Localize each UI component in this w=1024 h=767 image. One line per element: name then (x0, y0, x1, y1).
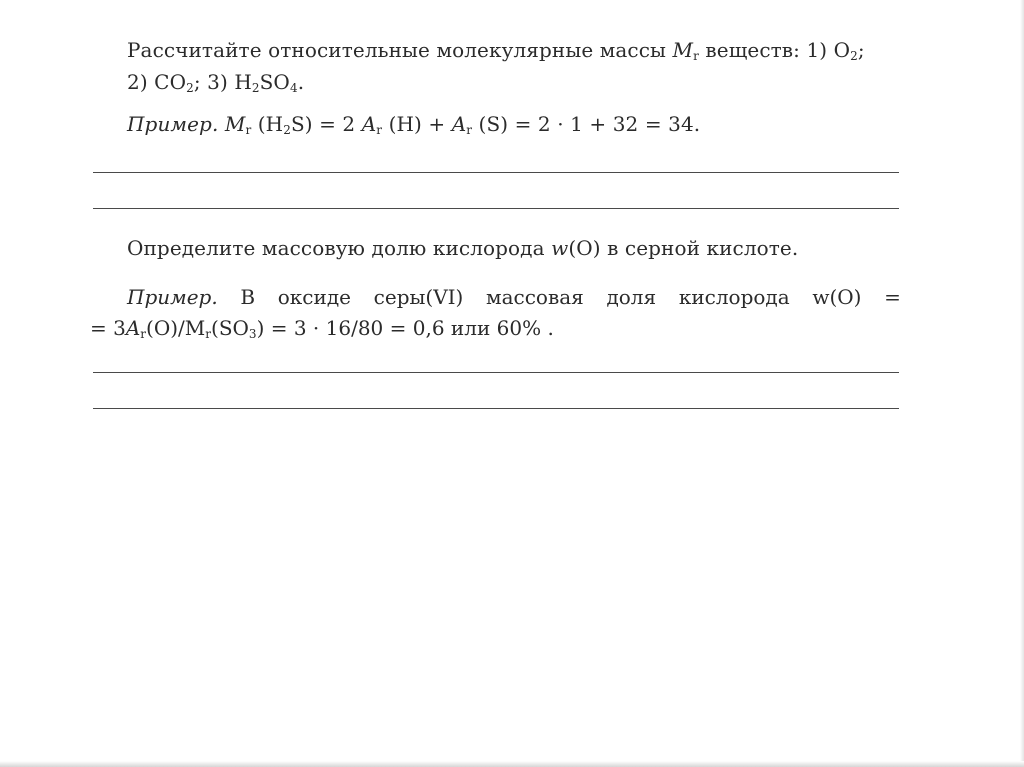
subscript: r (140, 327, 147, 341)
formula-text: (SO (211, 316, 249, 340)
example-label: Пример. (127, 285, 218, 309)
answer-line (93, 372, 899, 373)
question-text: SO (259, 70, 290, 94)
formula-text: S) = 2 (290, 112, 362, 136)
formula-text: (H (251, 112, 284, 136)
formula-text: A (125, 316, 141, 340)
formula-text: A (361, 112, 377, 136)
question-text: ; (857, 38, 865, 62)
answer-line (93, 408, 899, 409)
subscript: r (466, 123, 473, 137)
example-word: серы(VI) (373, 285, 464, 309)
subscript: 2 (850, 49, 858, 63)
question-text: Рассчитайте относительные молекулярные массы (127, 38, 673, 62)
subscript: 2 (186, 81, 194, 95)
question-text: 2) CO (127, 70, 187, 94)
task-1 (127, 34, 917, 140)
task-2-example-line-2 (90, 313, 901, 344)
page-edge-shadow (0, 761, 1024, 767)
example-word: оксиде (277, 285, 351, 309)
task-1-question-line-2 (127, 66, 917, 98)
question-text: веществ: 1) O (698, 38, 851, 62)
question-text: . (297, 70, 305, 94)
task-2-example-line-1 (127, 282, 901, 313)
answer-line (93, 208, 899, 209)
subscript: r (205, 327, 212, 341)
task-2-example (90, 282, 901, 344)
molar-mass-symbol: M (672, 38, 694, 62)
example-word: w(O) (812, 285, 862, 309)
subscript: r (693, 49, 699, 63)
formula-text: (O)/M (146, 316, 206, 340)
example-word: В (240, 285, 256, 309)
task-1-question-line-1 (127, 34, 917, 66)
formula-text: ) = 3 · 16/80 = 0,6 или 60% . (256, 316, 554, 340)
formula-text: A (451, 112, 467, 136)
formula-text: (H) + (382, 112, 452, 136)
task-2-question (127, 232, 917, 264)
subscript: 2 (251, 81, 260, 95)
question-text: ; 3) H (193, 70, 252, 94)
subscript: 2 (283, 123, 291, 137)
subscript: r (245, 123, 252, 137)
mass-fraction-symbol: w (551, 236, 569, 260)
example-word: массовая (486, 285, 584, 309)
example-word: = (884, 285, 901, 309)
example-word: доля (606, 285, 657, 309)
task-1-example (127, 108, 917, 140)
subscript: r (376, 123, 383, 137)
task-2 (127, 232, 917, 264)
page-edge-shadow (1020, 0, 1024, 767)
question-text: Определите массовую долю кислорода (127, 236, 552, 260)
answer-line (93, 172, 899, 173)
example-label: Пример. (127, 112, 219, 136)
formula-text: (S) = 2 · 1 + 32 = 34. (472, 112, 701, 136)
subscript: 4 (289, 81, 298, 95)
example-word: кислорода (678, 285, 790, 309)
question-text: (O) в серной кислоте. (568, 236, 799, 260)
subscript: 3 (248, 327, 257, 341)
formula-text: M (218, 112, 246, 136)
formula-text: = 3 (90, 316, 126, 340)
